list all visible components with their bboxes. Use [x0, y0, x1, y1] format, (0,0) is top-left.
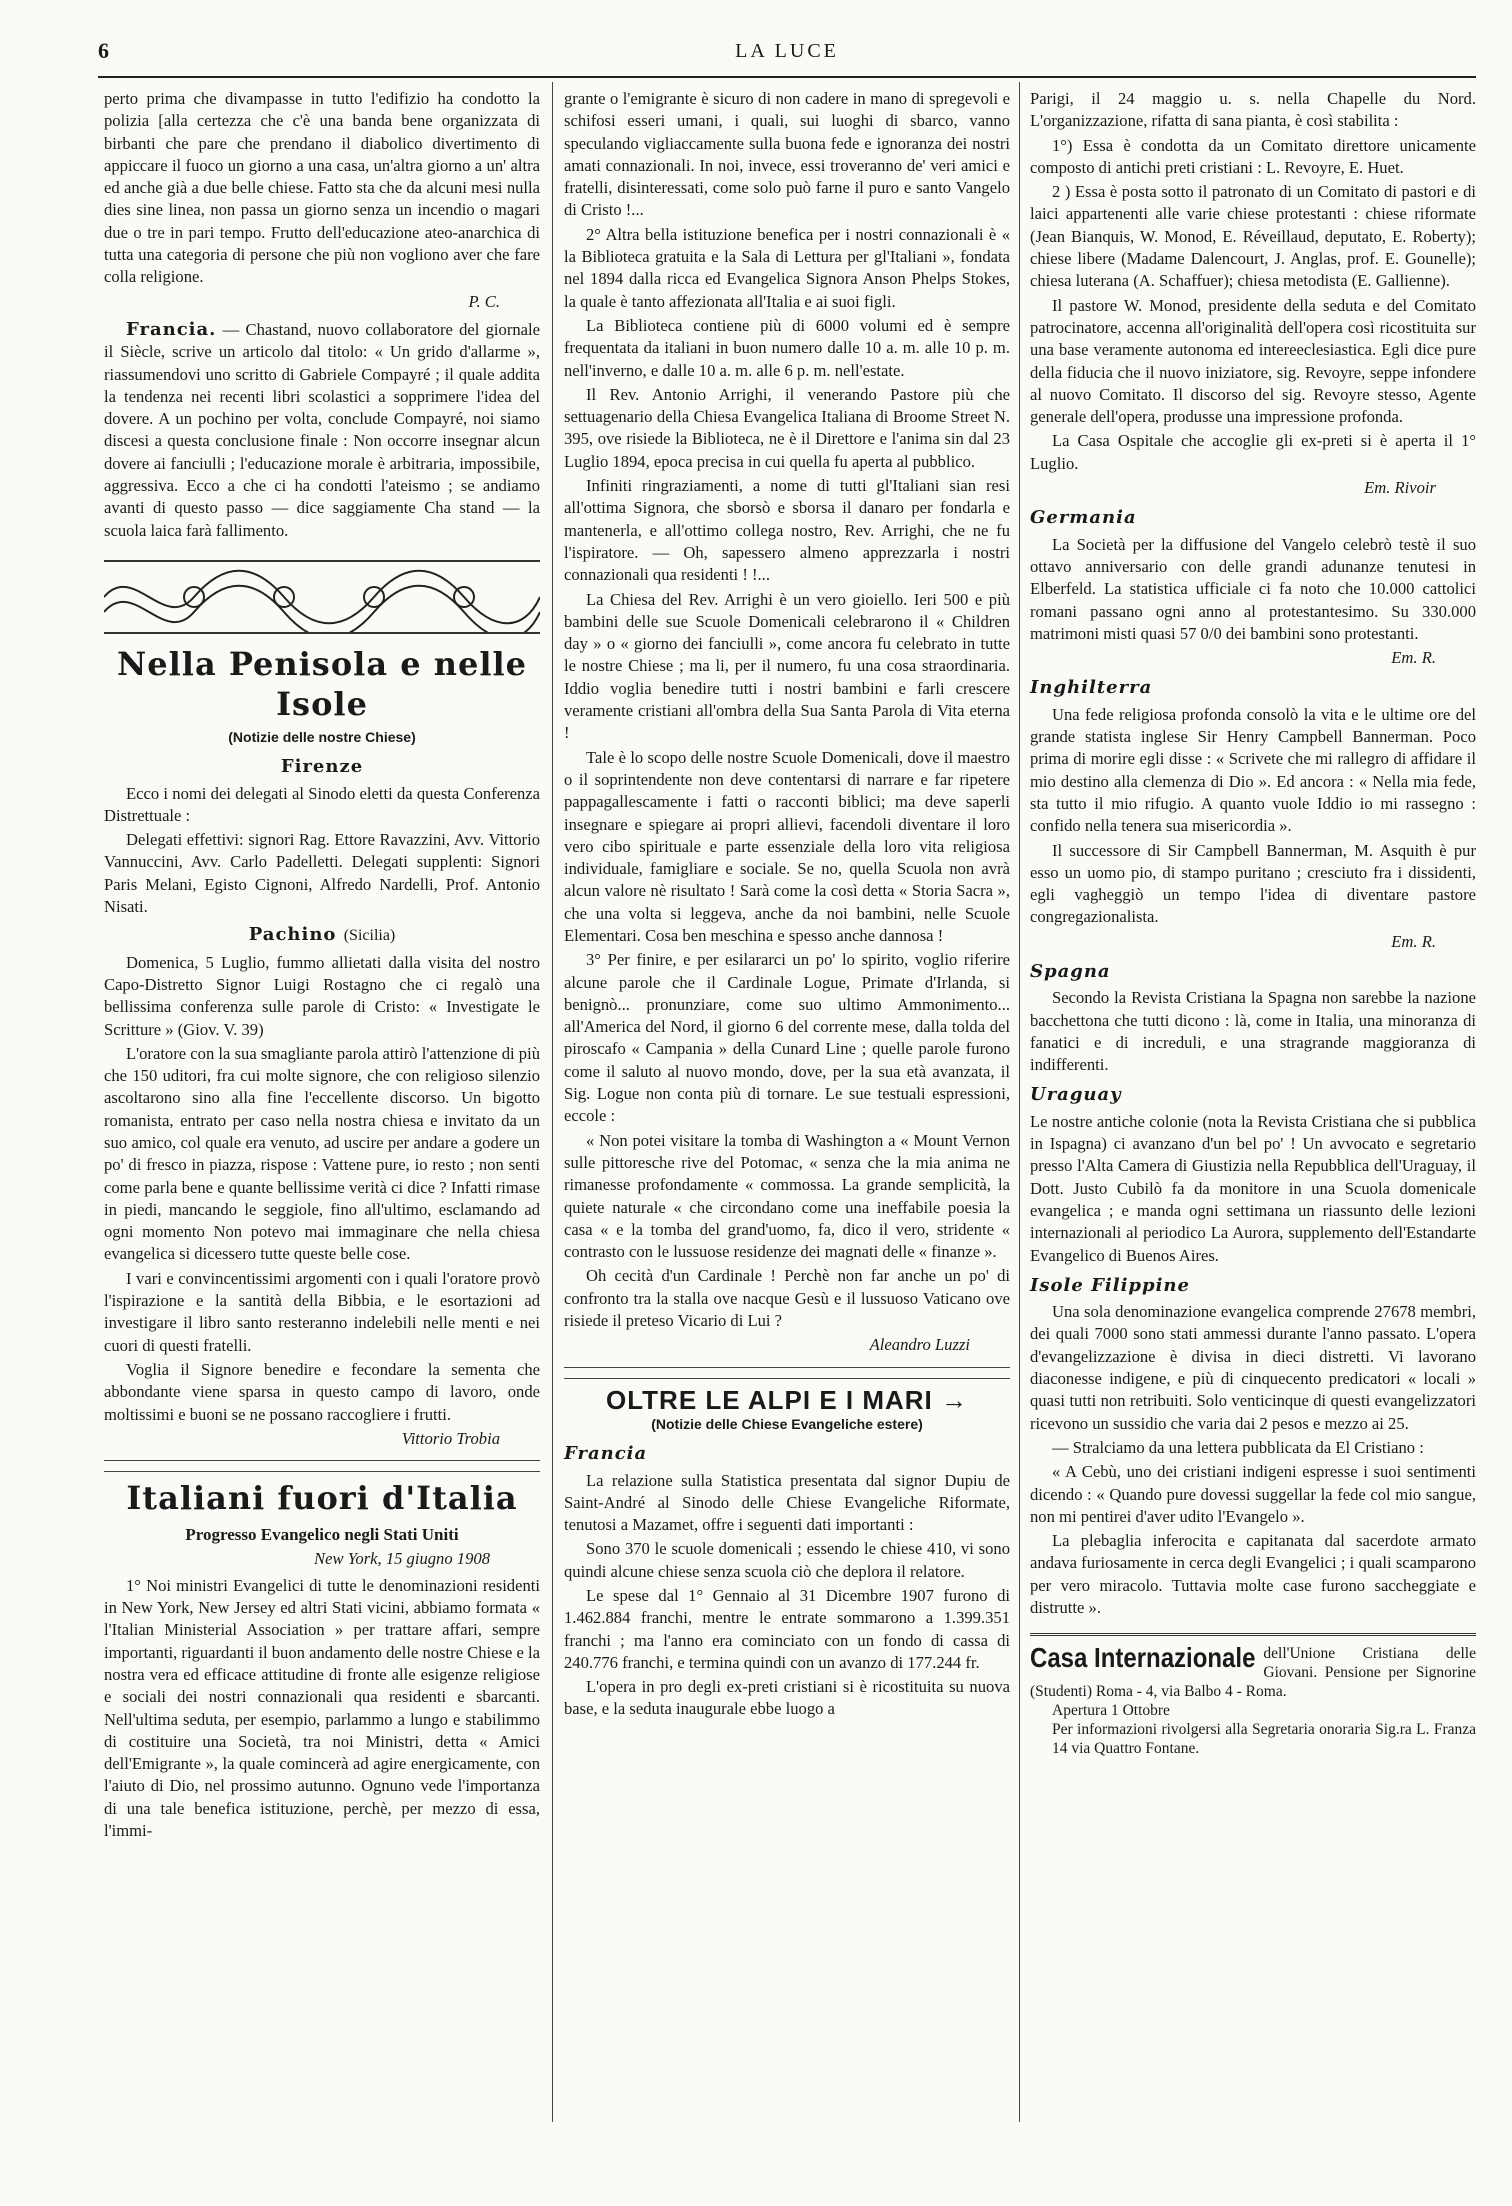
column-3	[1030, 88, 1476, 1758]
advertisement-line: Per informazioni rivolgersi alla Segretaria onoraria Sig.ra L. Franza 14 via Quattro Fontane.	[1052, 1721, 1476, 1758]
wave-divider	[104, 1460, 540, 1472]
paragraph: Tale è lo scopo delle nostre Scuole Domenicali, dove il maestro o il soprintendente non deve contentarsi di narrare e far ripetere pappagallescamente i fatti o racconti biblici; ma deve saperli insegnare e spiegare ai propri allievi, facendoli diventare il loro vero cibo spirituale e parte essenziale della loro vita religiosa individuale, famigliare e sociale. Se no, quella Scuola non avrà alcun valore nè risultato ! Sarà come la così detta « Storia Sacra », che una volta si leggeva, anche da noi bambini, nelle Scuole Elementari. Cosa ben meschina e spesso anche dannosa !	[564, 747, 1010, 945]
section-title: Italiani fuori d'Italia	[126, 1479, 518, 1518]
advertisement-line: dell'Unione Cristiana delle Giovani. Pensione per Signorine (Studenti) Roma - 4, via Balbo 4 - Roma.	[1030, 1645, 1476, 1701]
country-heading: Germania	[1030, 507, 1137, 529]
paragraph: Infiniti ringraziamenti, a nome di tutti gl'Italiani sian resi all'ottima Signora, che sborsò e sborsa il danaro per fondarla e mantenerla, e all'ottimo collega nostro, Rev. Arrighi, che ne fu l'ispiratore. — Oh, sapessero almeno apprezzarla i nostri connazionali qua residenti ! !...	[564, 476, 1010, 585]
paragraph: — Stralciamo da una lettera pubblicata da El Cristiano :	[1052, 1437, 1424, 1457]
paragraph: La relazione sulla Statistica presentata dal signor Dupiu de Saint-André al Sinodo delle Chiese Evangeliche Riformate, tenutosi a Mazamet, offre i seguenti dati importanti :	[564, 1470, 1010, 1535]
decorative-ornament-band	[104, 560, 540, 634]
paragraph: Una fede religiosa profonda consolò la vita e le ultime ore del grande statista inglese Sir Henry Campbell Bannerman. Poco prima di morire egli disse : « Scrivete che mi rallegro di affidare il mio destino alla clemenza di Dio ». Ed ancora : « Nella mia fede, sta tutto il mio rifugio. A quanto vuole Iddio io mi rassegno : confido nella tenera sua misericordia ».	[1030, 704, 1476, 836]
article-title: Progresso Evangelico negli Stati Uniti	[185, 1525, 459, 1545]
column-2	[564, 88, 1010, 1723]
paragraph: La plebaglia inferocita e capitanata dal sacerdote armato andava furiosamente in cerca degli Evangelici ; i quali scamparono per vero miracolo. Tuttavia molte case furono saccheggiate e distrutte ».	[1030, 1531, 1476, 1617]
country-heading: Francia	[564, 1443, 648, 1465]
country-heading: Francia.	[126, 318, 217, 340]
advertisement	[1030, 1633, 1476, 1758]
paragraph: 1° Noi ministri Evangelici di tutte le denominazioni residenti in New York, New Jersey ed altri Stati vicini, abbiamo formata « l'Italian Ministerial Association » per trattare affari, sempre importanti, riguardanti il buon andamento delle nostre Chiese e la nostra vera ed efficace attitudine di fronte alle esigenze religiose e sociali dei nostri connazionali qua residenti e sbarcanti. Nell'ultima seduta, per esempio, parlammo a lungo e stabilimmo di costituire una Società, tra noi Ministri, detta « Amici dell'Emigrante », la quale comincerà ad agire energicamente, con l'aiuto di Dio, nel prossimo autunno. Ognuno vede l'importanza di una tale benefica istituzione, perchè, per mezzo di essa, l'immi-	[104, 1575, 540, 1840]
country-heading: Spagna	[1030, 960, 1111, 982]
paragraph: Ecco i nomi dei delegati al Sinodo eletti da questa Conferenza Distrettuale :	[104, 783, 540, 825]
paragraph: 2 ) Essa è posta sotto il patronato di un Comitato di pastori e di laici appartenenti alle varie chiese protestanti : chiese riformate (Jean Bianquis, W. Monod, E. Réveillaud, deputato, E. Roberty); chiese libere (Madame Dalencourt, J. Anglas, prof. E. Gounelle); chiesa luterana (A. Schaffuer); chiesa metodista (E. Gallienne).	[1030, 182, 1476, 291]
section-title-text: OLTRE LE ALPI E I MARI	[605, 1384, 933, 1415]
city-name: Pachino	[248, 924, 337, 946]
masthead	[98, 36, 1476, 78]
page-number: 6	[98, 38, 109, 63]
paragraph: Una sola denominazione evangelica comprende 27678 membri, dei quali 7000 sono stati ammessi durante l'anno passato. L'opera d'evangelizzazione è divisa in dieci distretti. Vi lavorano diaconesse indigene, e più di cinquecento predicatori « locali » quasi tutti non retribuiti. Solo venticinque di questi evangelizzatori ricevono un sussidio che varia dai 2 pesos e mezzo ai 25.	[1030, 1302, 1476, 1433]
column-divider	[552, 82, 553, 2122]
paper-name: LA LUCE	[735, 40, 839, 62]
paragraph: Il pastore W. Monod, presidente della seduta e del Comitato patrocinatore, accenna all'originalità dell'opera così ricostituita sur una base veramente autonoma ed intereeclesiastica. Egli dice pure della fiducia che il nuovo iniziatore, sig. Revoyre, seppe infondere al nuovo Comitato. Il discorso del sig. Revoyre stesso, Agente generale dell'opera, produsse una impressione profonda.	[1030, 295, 1476, 427]
country-heading: Inghilterra	[1030, 677, 1153, 699]
paragraph	[104, 319, 540, 542]
section-title	[564, 1384, 1010, 1415]
paragraph: 3° Per finire, e per esilararci un po' lo spirito, voglio riferire alcune parole che il Cardinale Logue, Primate d'Irlanda, si benignò... pronunziare, come suo ultimo Ammonimento... all'America del Nord, il giorno 6 del corrente mese, dalla tolda del piroscafo « Campania » della Cunard Line ; quelle parole furono come il saluto al nuovo mondo, dove, per la sua età avanzata, il Sig. Logue non conta più di tornare. Le sue testuali espressioni, eccole :	[564, 950, 1010, 1126]
country-heading: Uraguay	[1030, 1084, 1122, 1106]
city-heading	[104, 924, 540, 947]
section-subtitle: (Notizie delle Chiese Evangeliche estere)	[651, 1415, 923, 1432]
city-heading: Firenze	[280, 756, 364, 778]
paragraph: La Società per la diffusione del Vangelo celebrò testè il suo ottavo anniversario con delle grandi adunanze tenutesi in Elberfeld. La statistica ufficiale ci fa noto che 10.000 cattolici romani passano ogni anno al protestantesimo. Su 330.000 matrimoni misti quasi 57 0/0 dei bambini sono protestanti.	[1030, 534, 1476, 643]
paragraph: Sono 370 le scuole domenicali ; essendo le chiese 410, vi sono quindi alcune chiese senza scuola ciò che deplora il relatore.	[564, 1539, 1010, 1581]
paragraph: perto prima che divampasse in tutto l'edifizio ha condotto la polizia [alla certezza che c'è una banda bene organizzata di birbanti che pare che prendano il diabolico divertimento di appiccare il fuoco un giorno a una casa, un'altra giorno a un' altra ed anche già a due belle chiese. Fatto sta che da alcuni mesi nulla dies sine linea, non passa un giorno senza un incendio o magari due o tre in pari tempo. Frutto dell'educazione ateo-anarchica di tutta una categoria di persone che più non vogliono aver che fare colla religione.	[104, 89, 540, 287]
paragraph: La Biblioteca contiene più di 6000 volumi ed è sempre frequentata da italiani in buon numero dalle 10 a. m. alle 10 p. m. nell'inverno, e dalle 10 a. m. alle 6 p. m. nell'estate.	[564, 315, 1010, 380]
advertisement-title: Casa Internazionale	[1030, 1643, 1256, 1675]
paragraph: I vari e convincentissimi argomenti con i quali l'oratore provò l'ispirazione e la santità della Bibbia, e le esortazioni ad investigare il libro santo resteranno indelebili nelle menti e nei cuori di questi fratelli.	[104, 1268, 540, 1355]
paragraph: 1°) Essa è condotta da un Comitato direttore unicamente composto di antichi preti cristiani : L. Revoyre, E. Huet.	[1030, 135, 1476, 177]
signature: Aleandro Luzzi	[869, 1335, 970, 1355]
signature: Em. R.	[1391, 648, 1436, 668]
signature: Vittorio Trobia	[401, 1428, 500, 1448]
signature: Em. R.	[1391, 931, 1436, 951]
paragraph: La Casa Ospitale che accoglie gli ex-preti si è aperta il 1° Luglio.	[1030, 431, 1476, 473]
paragraph: Il Rev. Antonio Arrighi, il venerando Pastore più che settuagenario della Chiesa Evangelica Italiana di Broome Street N. 395, ove risiede la Biblioteca, ne è il Direttore e l'anima sin dal 23 Luglio 1894, epoca precisa in cui quella fu aperta al pubblico.	[564, 384, 1010, 471]
paragraph: L'oratore con la sua smagliante parola attirò l'attenzione di più che 150 uditori, fra cui molte signore, che con religioso silenzio ascoltarono sino alla fine l'eccellente discorso. Un bigotto romanista, entrato per caso nella nostra chiesa e invitato da un suo amico, col quale era venuto, ad uscire per andare a godere un po' di fresco in piazza, rispose : Vattene pure, io resto ; non senti come parla bene e quante bellissime verità ci dice ? Infatti rimase in piedi, mancando le seggiole, fino all'ultimo, esclamando ad ogni momento Non potevo mai immaginare che nella chiesa evangelica si dicessero tutte queste belle cose.	[104, 1043, 540, 1264]
article-dateline: New York, 15 giugno 1908	[314, 1549, 490, 1569]
advertisement-line: Apertura 1 Ottobre	[1052, 1702, 1170, 1720]
quotation: « Non potei visitare la tomba di Washington a « Mount Vernon sulle pittoresche rive del Potomac, « senza che la mia anima ne rimanesse profondamente « commossa. La grande semplicità, la quiete naturale « che circondano come una ineffabile poesia la casa « e la tomba del grand'uomo, fa, dico il vero, stridente « contrasto con le lussuose residenze dei magnati delle « finanze ».	[564, 1130, 1010, 1262]
paragraph-text: — Chastand, nuovo collaboratore del giornale il Siècle, scrive un articolo dal titolo: « Un grido d'allarme », riassumendovi uno scritto di Gabriele Compayré ; il quale addita la tendenza nei recenti libri scolastici a sopprimere l'idea del dovere. A un pochino per volta, conclude Compayré, noi siamo discesi a questa conclusione finale : Non occorre insegnar alcun dovere ai fanciulli ; l'educazione morale è arbitraria, impossibile, aggressiva. Ecco a che ci ha condotti l'ateismo ; se andiamo avanti di questo passo — dice saggiamente Cha stand — la scuola laica farà fallimento.	[104, 319, 540, 540]
paragraph: Oh cecità d'un Cardinale ! Perchè non far anche un po' di confronto tra la stalla ove nacque Gesù e il lussuoso Vaticano ove risiede il preteso Vicario di Lui ?	[564, 1266, 1010, 1331]
section-subtitle: (Notizie delle nostre Chiese)	[228, 728, 416, 745]
paragraph: Le spese dal 1° Gennaio al 31 Dicembre 1907 furono di 1.462.884 franchi, mentre le entrate sommarono a 1.399.351 franchi ; ma l'anno era cominciato con un fondo di cassa di 240.776 franchi, e termina quindi con un avanzo di 177.244 fr.	[564, 1586, 1010, 1672]
paragraph: 2° Altra bella istituzione benefica per i nostri connazionali è « la Biblioteca gratuita e la Sala di Lettura per gl'Italiani », fondata nel 1894 dalla ricca ed Evangelica Signora Anson Phelps Stokes, la quale è tanto affezionata all'Italia e ai suoi figli.	[564, 224, 1010, 311]
paragraph: Domenica, 5 Luglio, fummo allietati dalla visita del nostro Capo-Distretto Signor Luigi Rostagno che ci regalò una bellissima conferenza sulle parole di Cristo: « Investigate le Scritture » (Giov. V. 39)	[104, 952, 540, 1039]
column-divider	[1019, 82, 1020, 2122]
country-heading: Isole Filippine	[1030, 1274, 1190, 1296]
paragraph: Delegati effettivi: signori Rag. Ettore Ravazzini, Avv. Vittorio Vannuccini, Avv. Carlo Padelletti. Delegati supplenti: Signori Paris Melani, Egisto Cignoni, Alfredo Nardelli, Prof. Antonio Nisati.	[104, 830, 540, 917]
paragraph: Voglia il Signore benedire e fecondare la sementa che abbondante viene sparsa in questo campo di lavoro, onde moltissimi e buoni se ne possano raccogliere i frutti.	[104, 1359, 540, 1424]
paragraph: Secondo la Revista Cristiana la Spagna non sarebbe la nazione bacchettona che tutti dicono : là, come in Italia, una minoranza di fanatici e di increduli, e una stragrande maggioranza di indifferenti.	[1030, 988, 1476, 1075]
swallow-icon: →	[941, 1384, 968, 1415]
column-1	[104, 88, 540, 1844]
section-title: Nella Penisola e nelle Isole	[117, 644, 527, 723]
signature: Em. Rivoir	[1364, 478, 1436, 498]
wave-divider	[564, 1367, 1010, 1379]
paragraph: L'opera in pro degli ex-preti cristiani si è ricostituita su nuova base, e la seduta inaugurale ebbe luogo a	[564, 1677, 1010, 1719]
paragraph: Le nostre antiche colonie (nota la Revista Cristiana che si pubblica in Ispagna) ci avanzano d'un bel po' ! Un avvocato e segretario presso l'Alta Camera di Giustizia nella Repubblica dell'Uraguay, il Dott. Justo Cubilò fa da monitore in una Scuola domenicale evangelica ; e manda ogni settimana un riassunto delle lezioni internazionali al periodico La Aurora, supplemento dell'Estandarte Evangelico di Buenos Aires.	[1030, 1111, 1476, 1265]
paragraph: Il successore di Sir Campbell Bannerman, M. Asquith è pur esso un uomo pio, di stampo puritano ; cresciuto fra i dissidenti, egli vagheggiò un tempo l'idea di diventare pastore congregazionalista.	[1030, 840, 1476, 927]
city-region: (Sicilia)	[343, 927, 396, 945]
signature: P. C.	[468, 291, 500, 311]
paragraph: La Chiesa del Rev. Arrighi è un vero gioiello. Ieri 500 e più bambini delle sue Scuole Domenicali celebrarono il « Children day » o « giorno dei fanciulli », come ancora fu celebrato in tutte le nostre Chiese ; ma li, per il numero, fu una cosa straordinaria. Iddio voglia benedire tutti i nostri bambini e farli crescere veramente cristiani all'ombra della Sua Santa Parola di Vita eterna !	[564, 589, 1010, 743]
paragraph: « A Cebù, uno dei cristiani indigeni espresse i suoi sentimenti dicendo : « Quando pure dovessi suggellar la fede col mio sangue, non mi pentirei d'aver udito l'Evangelo ».	[1030, 1462, 1476, 1526]
paragraph: Parigi, il 24 maggio u. s. nella Chapelle du Nord. L'organizzazione, rifatta di sana pianta, è così stabilita :	[1030, 89, 1476, 131]
paragraph: grante o l'emigrante è sicuro di non cadere in mano di spregevoli e schifosi esseri umani, i quali, sui luoghi di sbarco, vanno speculando vigliaccamente sulla buona fede e ignoranza dei nostri amati connazionali. In noi, invece, essi troveranno de' veri amici e fratelli, disinteressati, come solo può farne il puro e santo Vangelo di Cristo !...	[564, 89, 1010, 220]
